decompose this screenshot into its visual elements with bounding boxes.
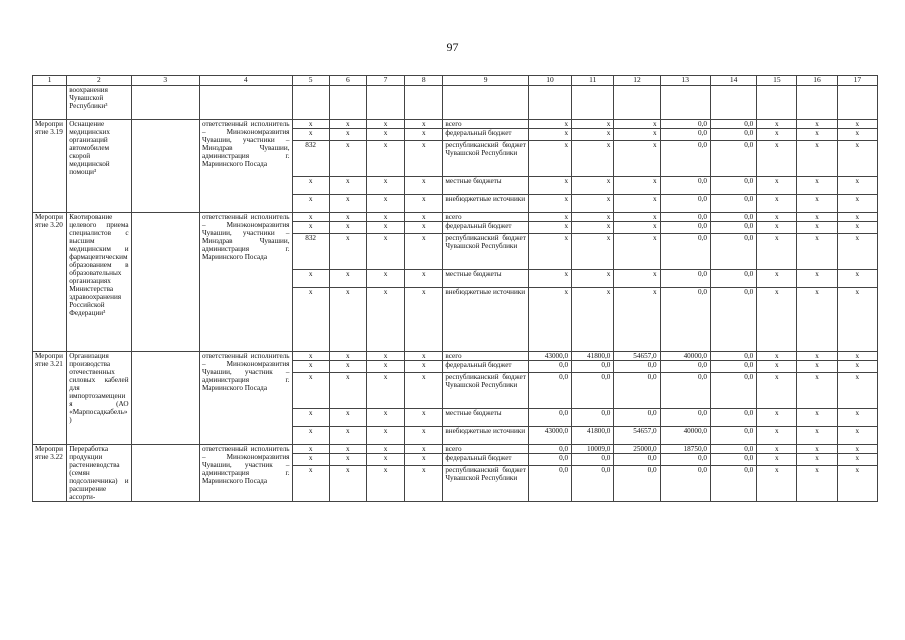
amount-cell: x: [614, 120, 660, 129]
code-cell: x: [837, 177, 877, 195]
amount-cell: 0,0: [660, 195, 710, 213]
amount-cell: 10009,0: [572, 445, 614, 454]
code-cell: x: [837, 427, 877, 445]
code-cell: x: [797, 445, 837, 454]
code-cell: x: [837, 234, 877, 270]
column-number-3: 3: [131, 76, 199, 86]
table-row: [33, 213, 878, 222]
code-cell: x: [757, 234, 797, 270]
code-cell: x: [366, 427, 404, 445]
continuation-row: [33, 86, 878, 120]
amount-cell: 0,0: [572, 373, 614, 409]
amount-cell: 0,0: [710, 445, 756, 454]
code-cell: x: [366, 141, 404, 177]
code-cell: x: [797, 409, 837, 427]
code-cell: x: [797, 427, 837, 445]
code-cell: x: [757, 466, 797, 502]
amount-cell: 0,0: [614, 454, 660, 466]
code-cell: x: [837, 120, 877, 129]
code-cell: x: [797, 270, 837, 288]
amount-cell: 0,0: [710, 120, 756, 129]
amount-cell: x: [528, 195, 571, 213]
empty-cell: [660, 86, 710, 120]
code-cell: x: [837, 129, 877, 141]
empty-cell: [366, 86, 404, 120]
amount-cell: 0,0: [710, 466, 756, 502]
amount-cell: x: [528, 234, 571, 270]
funding-source: местные бюджеты: [443, 409, 529, 427]
code-cell: x: [797, 222, 837, 234]
code-cell: x: [292, 454, 329, 466]
amount-cell: x: [614, 177, 660, 195]
code-cell: x: [329, 177, 366, 195]
code-cell: x: [757, 222, 797, 234]
amount-cell: 43000,0: [528, 427, 571, 445]
column-number-2: 2: [67, 76, 131, 86]
empty-cell: [710, 86, 756, 120]
code-cell: x: [329, 288, 366, 352]
amount-cell: x: [614, 213, 660, 222]
code-cell: x: [797, 373, 837, 409]
amount-cell: 0,0: [528, 409, 571, 427]
funding-source: республиканский бюджет Чувашской Республики: [443, 141, 529, 177]
code-cell: x: [797, 352, 837, 361]
code-cell: x: [405, 195, 443, 213]
amount-cell: 0,0: [710, 141, 756, 177]
code-cell: x: [797, 141, 837, 177]
empty-cell: [405, 86, 443, 120]
funding-source: республиканский бюджет Чувашской Республики: [443, 466, 529, 502]
funding-source: всего: [443, 352, 529, 361]
amount-cell: 0,0: [614, 466, 660, 502]
code-cell: x: [329, 352, 366, 361]
amount-cell: 40000,0: [660, 352, 710, 361]
code-cell: x: [329, 222, 366, 234]
code-cell: x: [797, 234, 837, 270]
amount-cell: x: [614, 129, 660, 141]
amount-cell: 0,0: [710, 288, 756, 352]
code-cell: x: [405, 177, 443, 195]
amount-cell: x: [572, 141, 614, 177]
amount-cell: x: [528, 288, 571, 352]
funding-source: всего: [443, 120, 529, 129]
table-row: [33, 120, 878, 129]
amount-cell: 0,0: [572, 466, 614, 502]
code-cell: x: [757, 427, 797, 445]
measure-name: Переработка продукции растениеводства (семян подсолнечника) и расширение ассорти-: [67, 445, 131, 502]
code-cell: x: [292, 195, 329, 213]
column-number-8: 8: [405, 76, 443, 86]
code-cell: x: [366, 454, 404, 466]
code-cell: x: [329, 466, 366, 502]
column-number-14: 14: [710, 76, 756, 86]
funding-source: федеральный бюджет: [443, 361, 529, 373]
empty-cell: [131, 445, 199, 502]
cont-col2-text: воохранения Чувашской Республики³: [67, 86, 131, 120]
amount-cell: 0,0: [528, 454, 571, 466]
code-cell: x: [837, 141, 877, 177]
code-cell: x: [329, 141, 366, 177]
code-cell: x: [405, 373, 443, 409]
empty-cell: [131, 86, 199, 120]
code-cell: x: [329, 120, 366, 129]
column-number-9: 9: [443, 76, 529, 86]
column-number-16: 16: [797, 76, 837, 86]
column-number-13: 13: [660, 76, 710, 86]
code-cell: x: [292, 129, 329, 141]
code-cell: x: [837, 195, 877, 213]
amount-cell: x: [528, 213, 571, 222]
code-cell: x: [366, 120, 404, 129]
amount-cell: 0,0: [660, 361, 710, 373]
code-cell: x: [405, 409, 443, 427]
amount-cell: x: [614, 141, 660, 177]
code-cell: x: [797, 454, 837, 466]
funding-source: местные бюджеты: [443, 177, 529, 195]
column-number-11: 11: [572, 76, 614, 86]
code-cell: x: [292, 222, 329, 234]
amount-cell: x: [572, 120, 614, 129]
amount-cell: 0,0: [660, 373, 710, 409]
amount-cell: 0,0: [660, 454, 710, 466]
amount-cell: 18750,0: [660, 445, 710, 454]
code-cell: x: [837, 466, 877, 502]
code-cell: x: [837, 352, 877, 361]
code-cell: x: [757, 270, 797, 288]
empty-cell: [837, 86, 877, 120]
code-cell: x: [797, 213, 837, 222]
amount-cell: x: [528, 270, 571, 288]
funding-source: внебюджетные источники: [443, 288, 529, 352]
column-number-7: 7: [366, 76, 404, 86]
code-cell: x: [329, 361, 366, 373]
amount-cell: 41800,0: [572, 427, 614, 445]
amount-cell: 0,0: [572, 409, 614, 427]
budget-table: [32, 75, 878, 502]
funding-source: местные бюджеты: [443, 270, 529, 288]
code-cell: x: [292, 427, 329, 445]
empty-cell: [131, 213, 199, 352]
amount-cell: x: [572, 177, 614, 195]
amount-cell: x: [572, 195, 614, 213]
code-cell: x: [757, 373, 797, 409]
amount-cell: x: [614, 270, 660, 288]
column-number-15: 15: [757, 76, 797, 86]
amount-cell: 0,0: [614, 409, 660, 427]
code-cell: x: [405, 352, 443, 361]
code-cell: x: [329, 234, 366, 270]
funding-source: федеральный бюджет: [443, 129, 529, 141]
empty-cell: [131, 352, 199, 445]
code-cell: x: [797, 195, 837, 213]
code-cell: x: [329, 445, 366, 454]
amount-cell: x: [614, 234, 660, 270]
amount-cell: 0,0: [710, 213, 756, 222]
amount-cell: 0,0: [710, 427, 756, 445]
table-row: [33, 445, 878, 454]
amount-cell: x: [528, 120, 571, 129]
amount-cell: x: [528, 141, 571, 177]
empty-cell: [292, 86, 329, 120]
code-cell: x: [329, 427, 366, 445]
code-cell: x: [292, 352, 329, 361]
code-cell: x: [837, 454, 877, 466]
column-number-17: 17: [837, 76, 877, 86]
code-cell: x: [329, 454, 366, 466]
code-cell: x: [329, 195, 366, 213]
code-cell: x: [292, 361, 329, 373]
code-cell: x: [366, 177, 404, 195]
amount-cell: x: [572, 222, 614, 234]
empty-cell: [443, 86, 529, 120]
code-cell: x: [837, 409, 877, 427]
code-cell: x: [366, 409, 404, 427]
amount-cell: x: [614, 195, 660, 213]
amount-cell: 0,0: [710, 361, 756, 373]
code-cell: x: [292, 177, 329, 195]
code-cell: x: [757, 195, 797, 213]
empty-cell: [572, 86, 614, 120]
code-cell: x: [292, 288, 329, 352]
amount-cell: 40000,0: [660, 427, 710, 445]
amount-cell: 0,0: [572, 454, 614, 466]
code-cell: x: [329, 270, 366, 288]
amount-cell: 0,0: [660, 213, 710, 222]
column-number-5: 5: [292, 76, 329, 86]
amount-cell: 0,0: [660, 222, 710, 234]
amount-cell: 0,0: [528, 361, 571, 373]
measure-id: Мероприятие 3.21: [33, 352, 67, 445]
code-cell: x: [837, 373, 877, 409]
code-cell: x: [366, 361, 404, 373]
amount-cell: 0,0: [614, 361, 660, 373]
amount-cell: x: [528, 222, 571, 234]
amount-cell: 0,0: [710, 177, 756, 195]
amount-cell: 0,0: [572, 361, 614, 373]
code-cell: x: [757, 361, 797, 373]
code-cell: x: [366, 445, 404, 454]
code-cell: x: [292, 120, 329, 129]
column-number-row: [33, 76, 878, 86]
table-row: [33, 352, 878, 361]
amount-cell: 0,0: [710, 352, 756, 361]
column-number-12: 12: [614, 76, 660, 86]
amount-cell: x: [528, 129, 571, 141]
code-cell: x: [797, 120, 837, 129]
code-cell: x: [405, 234, 443, 270]
amount-cell: x: [572, 234, 614, 270]
code-cell: x: [797, 129, 837, 141]
executor: ответственный исполнитель – Минэкономразвития Чувашии, участник – администрация г. Мариинского Посада: [199, 352, 292, 445]
code-cell: x: [329, 213, 366, 222]
code-cell: x: [405, 213, 443, 222]
amount-cell: 41800,0: [572, 352, 614, 361]
code-cell: x: [292, 213, 329, 222]
code-cell: x: [366, 129, 404, 141]
code-cell: x: [405, 222, 443, 234]
empty-cell: [199, 86, 292, 120]
code-cell: x: [366, 234, 404, 270]
code-cell: x: [405, 288, 443, 352]
amount-cell: 0,0: [660, 120, 710, 129]
amount-cell: x: [614, 288, 660, 352]
code-cell: x: [797, 466, 837, 502]
amount-cell: 0,0: [710, 234, 756, 270]
code-cell: x: [757, 409, 797, 427]
amount-cell: 0,0: [660, 141, 710, 177]
code-cell: x: [292, 445, 329, 454]
code-cell: x: [405, 466, 443, 502]
funding-source: внебюджетные источники: [443, 195, 529, 213]
amount-cell: 0,0: [660, 288, 710, 352]
executor: ответственный исполнитель – Минэкономразвития Чувашии, участник – администрация г. Мариинского Посада: [199, 445, 292, 502]
column-number-4: 4: [199, 76, 292, 86]
amount-cell: 0,0: [660, 409, 710, 427]
code-cell: x: [757, 454, 797, 466]
column-number-6: 6: [329, 76, 366, 86]
amount-cell: 0,0: [660, 177, 710, 195]
code-cell: x: [329, 129, 366, 141]
amount-cell: x: [614, 222, 660, 234]
code-cell: x: [405, 270, 443, 288]
code-cell: x: [837, 288, 877, 352]
measure-id: Мероприятие 3.20: [33, 213, 67, 352]
measure-name: Квотирование целевого приема специалистов с высшим медицинским и фармацевтическим образованием в образовательных организациях Министерства здравоохранения Российской Федерации³: [67, 213, 131, 352]
code-cell: x: [757, 352, 797, 361]
code-cell: x: [366, 288, 404, 352]
measure-id: Мероприятие 3.19: [33, 120, 67, 213]
amount-cell: 0,0: [660, 270, 710, 288]
code-cell: x: [757, 177, 797, 195]
code-cell: x: [757, 288, 797, 352]
amount-cell: 0,0: [710, 129, 756, 141]
amount-cell: 0,0: [710, 454, 756, 466]
amount-cell: x: [572, 288, 614, 352]
code-cell: x: [797, 177, 837, 195]
amount-cell: 0,0: [710, 270, 756, 288]
code-cell: x: [366, 270, 404, 288]
table-body: [33, 76, 878, 502]
funding-source: внебюджетные источники: [443, 427, 529, 445]
empty-cell: [757, 86, 797, 120]
funding-source: всего: [443, 213, 529, 222]
executor: ответственный исполнитель – Минэкономразвития Чувашии, участники – Минздрав Чувашии, администрация г. Мариинского Посада: [199, 120, 292, 213]
code-cell: x: [405, 129, 443, 141]
code-cell: x: [329, 373, 366, 409]
code-cell: x: [837, 445, 877, 454]
amount-cell: 0,0: [710, 373, 756, 409]
amount-cell: 0,0: [660, 129, 710, 141]
amount-cell: x: [572, 270, 614, 288]
code-cell: x: [757, 120, 797, 129]
code-cell: x: [757, 213, 797, 222]
amount-cell: 0,0: [528, 466, 571, 502]
code-cell: x: [837, 270, 877, 288]
code-cell: x: [797, 361, 837, 373]
empty-cell: [614, 86, 660, 120]
code-cell: x: [837, 361, 877, 373]
measure-id: Мероприятие 3.22: [33, 445, 67, 502]
amount-cell: 43000,0: [528, 352, 571, 361]
code-cell: x: [797, 288, 837, 352]
code-cell: x: [757, 445, 797, 454]
cont-col1: [33, 86, 67, 120]
page-number: 97: [446, 40, 459, 54]
amount-cell: 0,0: [528, 445, 571, 454]
amount-cell: 54657,0: [614, 427, 660, 445]
code-cell: x: [292, 373, 329, 409]
code-cell: x: [405, 454, 443, 466]
amount-cell: x: [572, 129, 614, 141]
code-cell: x: [366, 213, 404, 222]
code-cell: x: [292, 270, 329, 288]
code-cell: x: [757, 141, 797, 177]
funding-source: всего: [443, 445, 529, 454]
funding-source: республиканский бюджет Чувашской Республики: [443, 373, 529, 409]
measure-name: Оснащение медицинских организаций автомобилем скорой медицинской помощи³: [67, 120, 131, 213]
code-cell: x: [405, 445, 443, 454]
amount-cell: 0,0: [710, 195, 756, 213]
amount-cell: 0,0: [614, 373, 660, 409]
code-cell: 832: [292, 141, 329, 177]
code-cell: x: [366, 466, 404, 502]
amount-cell: 0,0: [660, 234, 710, 270]
code-cell: x: [292, 409, 329, 427]
code-cell: x: [366, 195, 404, 213]
amount-cell: 0,0: [710, 409, 756, 427]
amount-cell: 54657,0: [614, 352, 660, 361]
column-number-10: 10: [528, 76, 571, 86]
code-cell: x: [405, 141, 443, 177]
column-number-1: 1: [33, 76, 67, 86]
executor: ответственный исполнитель – Минэкономразвития Чувашии, участники – Минздрав Чувашии, администрация г. Мариинского Посада: [199, 213, 292, 352]
code-cell: 832: [292, 234, 329, 270]
empty-cell: [528, 86, 571, 120]
amount-cell: 0,0: [528, 373, 571, 409]
code-cell: x: [405, 427, 443, 445]
amount-cell: 25000,0: [614, 445, 660, 454]
code-cell: x: [292, 466, 329, 502]
empty-cell: [329, 86, 366, 120]
code-cell: x: [329, 409, 366, 427]
code-cell: x: [366, 222, 404, 234]
funding-source: федеральный бюджет: [443, 454, 529, 466]
code-cell: x: [366, 373, 404, 409]
measure-name: Организация производства отечественных силовых кабелей для импортозамещения (АО «Марпосадкабель»): [67, 352, 131, 445]
funding-source: федеральный бюджет: [443, 222, 529, 234]
code-cell: x: [405, 120, 443, 129]
amount-cell: 0,0: [710, 222, 756, 234]
amount-cell: 0,0: [660, 466, 710, 502]
code-cell: x: [757, 129, 797, 141]
code-cell: x: [405, 361, 443, 373]
funding-source: республиканский бюджет Чувашской Республики: [443, 234, 529, 270]
code-cell: x: [837, 213, 877, 222]
code-cell: x: [837, 222, 877, 234]
code-cell: x: [366, 352, 404, 361]
amount-cell: x: [528, 177, 571, 195]
amount-cell: x: [572, 213, 614, 222]
empty-cell: [131, 120, 199, 213]
empty-cell: [797, 86, 837, 120]
